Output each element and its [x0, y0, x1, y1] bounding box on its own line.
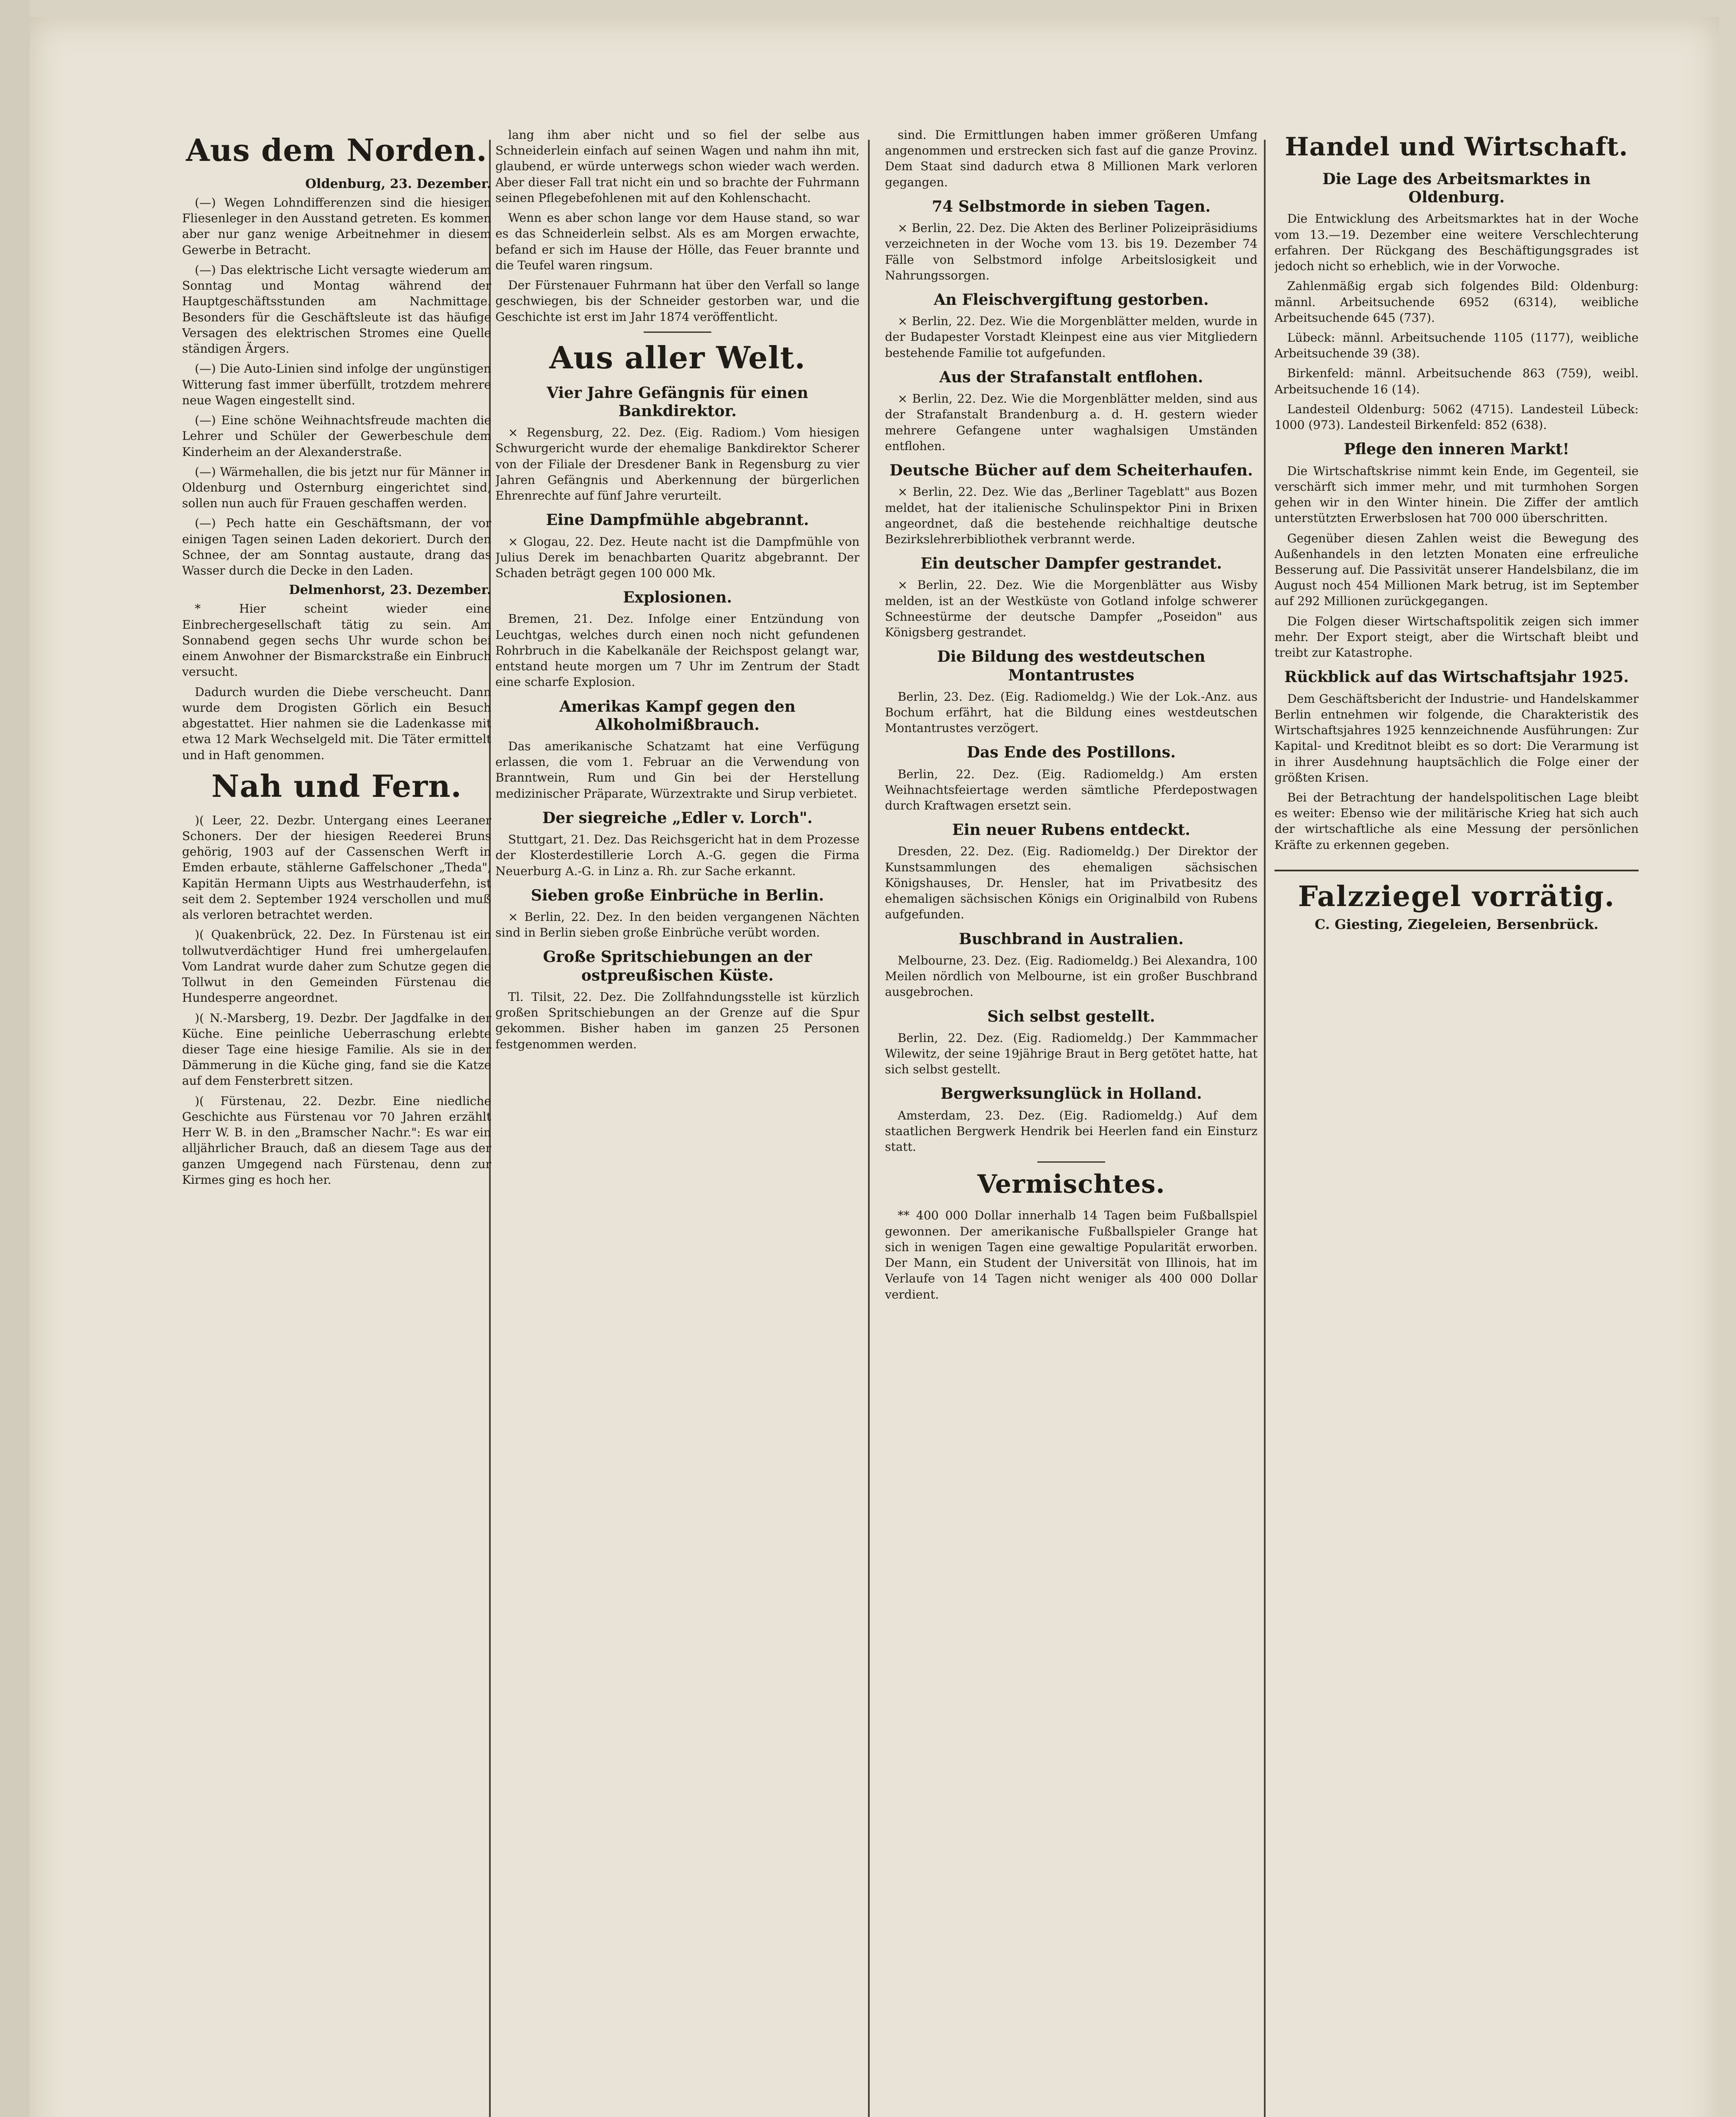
- article-paragraph: × Berlin, 22. Dez. In den beiden vergangenen Nächten sind in Berlin sieben große Einbrüche verübt worden.: [495, 910, 860, 940]
- article-headline: Rückblick auf das Wirtschaftsjahr 1925.: [1284, 668, 1629, 686]
- dateline: Delmenhorst, 23. Dezember.: [289, 583, 491, 598]
- article-headline: Buschbrand in Australien.: [959, 930, 1184, 948]
- article-paragraph: Gegenüber diesen Zahlen weist die Bewegung des Außenhandels in den letzten Monaten eine erfreuliche Besserung auf. Die Passivität unserer Handelsbilanz, die im August noch 454 Millionen Mark betrug, ist im September auf 292 Millionen zurückgegangen.: [1274, 531, 1639, 608]
- ad-advertiser: C. Giesting, Ziegeleien, Bersenbrück.: [1314, 916, 1599, 932]
- article-paragraph: Berlin, 22. Dez. (Eig. Radiomeldg.) Am ersten Weihnachtsfeiertage werden sämtliche Pferdepostwagen durch Kraftwagen ersetzt sein.: [885, 767, 1258, 813]
- column-4: [1274, 127, 1639, 932]
- article-paragraph: × Glogau, 22. Dez. Heute nacht ist die Dampfmühle von Julius Derek im benachbarten Quaritz abgebrannt. Der Schaden beträgt gegen 100 000 Mk.: [495, 534, 860, 580]
- article-headline: Das Ende des Postillons.: [967, 743, 1176, 762]
- separator: [1037, 1161, 1105, 1163]
- section-title-aus-aller-welt: Aus aller Welt.: [549, 339, 806, 376]
- article-paragraph: × Berlin, 22. Dez. Wie die Morgenblätter melden, sind aus der Strafanstalt Brandenburg a. d. H. gestern wieder mehrere Gefangene unter waghalsigen Umständen entflohen.: [885, 392, 1258, 453]
- separator: [644, 332, 711, 333]
- page-edge: [0, 0, 30, 2117]
- article-headline: Aus der Strafanstalt entflohen.: [939, 368, 1203, 386]
- article-paragraph: × Berlin, 22. Dez. Wie die Morgenblätter aus Wisby melden, ist an der Westküste von Gotland infolge schwerer Schneestürme der deutsche Dampfer „Poseidon" aus Königsberg gestrandet.: [885, 578, 1258, 640]
- article-headline: Deutsche Bücher auf dem Scheiterhaufen.: [890, 462, 1253, 480]
- dateline: Oldenburg, 23. Dezember.: [305, 177, 491, 191]
- article-headline: Ein deutscher Dampfer gestrandet.: [921, 555, 1222, 573]
- article-headline: Explosionen.: [623, 589, 732, 607]
- article-paragraph: Tl. Tilsit, 22. Dez. Die Zollfahndungsstelle ist kürzlich großen Spritschiebungen an der Grenze auf die Spur gekommen. Bisher haben im ganzen 25 Personen festgenommen werden.: [495, 989, 860, 1051]
- article-headline: Eine Dampfmühle abgebrannt.: [546, 511, 809, 529]
- article-paragraph: )( Fürstenau, 22. Dezbr. Eine niedliche Geschichte aus Fürstenau vor 70 Jahren erzählt Herr W. B. in den „Bramscher Nachr.": Es war ein alljährlicher Brauch, daß an diesem Tage aus der ganzen Umgegend nach Fürstenau, denn zur Kirmes ging es hoch her.: [182, 1094, 491, 1187]
- article-headline: Pflege den inneren Markt!: [1343, 440, 1570, 459]
- article-paragraph: × Berlin, 22. Dez. Die Akten des Berliner Polizeipräsidiums verzeichneten in der Woche vom 13. bis 19. Dezember 74 Fälle von Selbstmord infolge Arbeitslosigkeit und Nahrungssorgen.: [885, 221, 1258, 282]
- article-paragraph: sind. Die Ermittlungen haben immer größeren Umfang angenommen und erstrecken sich fast auf die ganze Provinz. Dem Staat sind dadurch etwa 8 Millionen Mark verloren gegangen.: [885, 128, 1258, 189]
- article-paragraph: Bei der Betrachtung der handelspolitischen Lage bleibt es weiter: Ebenso wie der militärische Krieg hat sich auch der wirtschaftliche als eine Messung der persönlichen Kräfte zu erkennen gegeben.: [1274, 790, 1639, 852]
- section-title-vermischtes: Vermischtes.: [977, 1169, 1165, 1199]
- article-paragraph: Dadurch wurden die Diebe verscheucht. Dann wurde dem Drogisten Görlich ein Besuch abgestattet. Hier nahmen sie die Ladenkasse mit etwa 12 Mark Wechselgeld mit. Die Täter ermittelt und in Haft genommen.: [182, 685, 491, 762]
- article-headline: Der siegreiche „Edler v. Lorch".: [542, 809, 813, 827]
- article-headline: Die Bildung des westdeutschen Montantrustes: [937, 648, 1205, 684]
- column-1: [182, 127, 491, 1192]
- article-paragraph: lang ihm aber nicht und so fiel der selbe aus Schneiderlein einfach auf seinen Wagen und nahm ihn mit, glaubend, er würde unterwegs schon wieder wach werden. Aber dieser Fall trat nicht ein und so brachte der Fuhrmann seinen Pflegebefohlenen mit auf den Kohlenschacht.: [495, 128, 860, 205]
- article-paragraph: Wenn es aber schon lange vor dem Hause stand, so war es das Schneiderlein selbst. Als es am Morgen erwachte, befand er sich im Hause der Hölle, das Feuer brannte und die Teufel waren ringsum.: [495, 211, 860, 272]
- article-paragraph: ** 400 000 Dollar innerhalb 14 Tagen beim Fußballspiel gewonnen. Der amerikanische Fußballspieler Grange hat sich in wenigen Tagen eine gewaltige Popularität erworben. Der Mann, ein Student der Universität von Illinois, hat im Verlaufe von 14 Tagen nicht weniger als 400 000 Dollar verdient.: [885, 1208, 1258, 1302]
- article-headline: An Fleischvergiftung gestorben.: [934, 291, 1209, 309]
- article-paragraph: (—) Pech hatte ein Geschäftsmann, der vor einigen Tagen seinen Laden dekoriert. Durch den Schnee, der am Sonntag austaute, drang das Wasser durch die Decke in den Laden.: [182, 516, 491, 578]
- article-paragraph: Stuttgart, 21. Dez. Das Reichsgericht hat in dem Prozesse der Klosterdestillerie Lorch A.-G. gegen die Firma Neuerburg A.-G. in Linz a. Rh. zur Sache erkannt.: [495, 832, 860, 878]
- column-rule: [868, 140, 870, 2117]
- article-headline: 74 Selbstmorde in sieben Tagen.: [932, 197, 1211, 216]
- article-paragraph: Die Folgen dieser Wirtschaftspolitik zeigen sich immer mehr. Der Export steigt, aber die Wirtschaft bleibt und treibt zur Katastrophe.: [1274, 614, 1639, 660]
- article-paragraph: (—) Das elektrische Licht versagte wiederum am Sonntag und Montag während der Hauptgeschäftsstunden am Nachmittage. Besonders für die Geschäftsleute ist das häufige Versagen des elektrischen Stromes eine Quelle ständigen Ärgers.: [182, 263, 491, 356]
- article-paragraph: Die Entwicklung des Arbeitsmarktes hat in der Woche vom 13.—19. Dezember eine weitere Verschlechterung erfahren. Der Rückgang des Beschäftigungsgrades ist jedoch nicht so erheblich, wie in der Vorwoche.: [1274, 212, 1639, 274]
- article-paragraph: Berlin, 23. Dez. (Eig. Radiomeldg.) Wie der Lok.-Anz. aus Bochum erfährt, hat die Bildung eines westdeutschen Montantrustes verzögert.: [885, 689, 1258, 735]
- article-paragraph: Melbourne, 23. Dez. (Eig. Radiomeldg.) Bei Alexandra, 100 Meilen nördlich von Melbourne, ist ein großer Buschbrand ausgebrochen.: [885, 953, 1258, 999]
- article-paragraph: Dresden, 22. Dez. (Eig. Radiomeldg.) Der Direktor der Kunstsammlungen des ehemaligen sächsischen Königshauses, Dr. Hensler, hat im Privatbesitz des ehemaligen sächsischen Königs ein Originalbild von Rubens aufgefunden.: [885, 844, 1258, 922]
- article-paragraph: × Berlin, 22. Dez. Wie das „Berliner Tageblatt" aus Bozen meldet, hat der italienische Schulinspektor Pini in Brixen angeordnet, daß die bestehende reichhaltige deutsche Bezirkslehrerbibliothek verbrannt werde.: [885, 485, 1258, 546]
- article-paragraph: Der Fürstenauer Fuhrmann hat über den Verfall so lange geschwiegen, bis der Schneider gestorben war, und die Geschichte ist erst im Jahr 1874 veröffentlicht.: [495, 278, 860, 324]
- article-paragraph: (—) Eine schöne Weihnachtsfreude machten die Lehrer und Schüler der Gewerbeschule dem Kinderheim an der Alexanderstraße.: [182, 413, 491, 459]
- article-headline: Große Spritschiebungen an der ostpreußischen Küste.: [543, 948, 812, 984]
- article-headline: Sieben große Einbrüche in Berlin.: [531, 886, 824, 904]
- article-headline: Die Lage des Arbeitsmarktes in Oldenburg.: [1322, 170, 1591, 207]
- article-headline: Ein neuer Rubens entdeckt.: [952, 821, 1191, 839]
- article-paragraph: Bremen, 21. Dez. Infolge einer Entzündung von Leuchtgas, welches durch einen noch nicht gefundenen Rohrbruch in die Kabelkanäle der Reichspost gelangt war, entstand heute morgen um 7 Uhr im Zentrum der Stadt eine scharfe Explosion.: [495, 612, 860, 689]
- article-headline: Sich selbst gestellt.: [987, 1007, 1155, 1025]
- article-paragraph: Amsterdam, 23. Dez. (Eig. Radiomeldg.) Auf dem staatlichen Bergwerk Hendrik bei Heerlen fand ein Einsturz statt.: [885, 1108, 1258, 1154]
- article-paragraph: )( N.-Marsberg, 19. Dezbr. Der Jagdfalke in der Küche. Eine peinliche Ueberraschung erlebte dieser Tage eine hiesige Familie. Als sie in der Dämmerung in die Küche ging, fand sie die Katze auf dem Fensterbrett sitzen.: [182, 1011, 491, 1088]
- article-paragraph: Birkenfeld: männl. Arbeitsuchende 863 (759), weibl. Arbeitsuchende 16 (14).: [1274, 366, 1639, 396]
- article-paragraph: Landesteil Oldenburg: 5062 (4715). Landesteil Lübeck: 1000 (973). Landesteil Birkenfeld: 852 (638).: [1274, 402, 1639, 432]
- section-title-nah-und-fern: Nah und Fern.: [211, 768, 462, 804]
- article-paragraph: )( Quakenbrück, 22. Dez. In Fürstenau ist ein tollwutverdächtiger Hund frei umhergelaufen. Vom Landrat wurde daher zum Schutze gegen die Tollwut in den Gemeinden Fürstenau die Hundesperre angeordnet.: [182, 928, 491, 1005]
- column-2: [495, 127, 860, 1056]
- column-rule: [1264, 140, 1266, 2117]
- article-paragraph: × Berlin, 22. Dez. Wie die Morgenblätter melden, wurde in der Budapester Vorstadt Kleinpest eine aus vier Mitgliedern bestehende Familie tot aufgefunden.: [885, 314, 1258, 360]
- advertisement: [1274, 870, 1639, 932]
- article-headline: Bergwerksunglück in Holland.: [940, 1085, 1202, 1103]
- article-paragraph: )( Leer, 22. Dezbr. Untergang eines Leeraner Schoners. Der der hiesigen Reederei Bruns gehörig, 1903 auf der Cassenschen Werft in Emden erbaute, stählerne Gaffelschoner „Theda", Kapitän Hermann Uipts aus Westrhauderfehn, ist seit dem 2. September 1924 verschollen und muß als verloren betrachtet werden.: [182, 813, 491, 922]
- article-headline: Amerikas Kampf gegen den Alkoholmißbrauch.: [559, 697, 796, 734]
- article-paragraph: × Regensburg, 22. Dez. (Eig. Radiom.) Vom hiesigen Schwurgericht wurde der ehemalige Bankdirektor Scherer von der Filiale der Dresdener Bank in Regensburg zu vier Jahren Gefängnis und Aberkennung der bürgerlichen Ehrenrechte auf fünf Jahre verurteilt.: [495, 426, 860, 503]
- article-paragraph: Dem Geschäftsbericht der Industrie- und Handelskammer Berlin entnehmen wir folgende, die Charakteristik des Wirtschaftsjahres 1925 kennzeichnende Ausführungen: Zur Kapital- und Kreditnot bleibt es so dort: Die Verarmung ist in ihrer Ausdehnung hauptsächlich die Folge einer der größten Krisen.: [1274, 691, 1639, 785]
- article-paragraph: Berlin, 22. Dez. (Eig. Radiomeldg.) Der Kammmacher Wilewitz, der seine 19jährige Braut in Berg getötet hatte, hat sich selbst gestellt.: [885, 1031, 1258, 1077]
- article-paragraph: (—) Wegen Lohndifferenzen sind die hiesigen Fliesenleger in den Ausstand getreten. Es kommen aber nur ganz wenige Arbeitnehmer in diesem Gewerbe in Betracht.: [182, 196, 491, 257]
- article-paragraph: * Hier scheint wieder eine Einbrechergesellschaft tätig zu sein. Am Sonnabend gegen sechs Uhr wurde schon bei einem Anwohner der Bismarckstraße ein Einbruch versucht.: [182, 602, 491, 679]
- article-paragraph: Die Wirtschaftskrise nimmt kein Ende, im Gegenteil, sie verschärft sich immer mehr, und mit turmhohen Sorgen gehen wir in den Winter hinein. Die Ziffer der amtlich unterstützten Erwerbslosen hat 700 000 überschritten.: [1274, 464, 1639, 525]
- article-paragraph: (—) Die Auto-Linien sind infolge der ungünstigen Witterung fast immer überfüllt, trotzdem mehrere neue Wagen eingestellt sind.: [182, 362, 491, 407]
- section-title-aus-dem-norden: Aus dem Norden.: [186, 132, 487, 168]
- section-title-handel-und-wirtschaft: Handel und Wirtschaft.: [1285, 132, 1628, 162]
- ad-title: Falzziegel vorrätig.: [1298, 879, 1615, 913]
- article-paragraph: Das amerikanische Schatzamt hat eine Verfügung erlassen, die vom 1. Februar an die Verwendung von Branntwein, Rum und Gin bei der Herstellung medizinischer Präparate, Würzextrakte und Sirup verbietet.: [495, 739, 860, 801]
- article-headline: Vier Jahre Gefängnis für einen Bankdirektor.: [547, 384, 808, 420]
- article-paragraph: (—) Wärmehallen, die bis jetzt nur für Männer in Oldenburg und Osternburg eingerichtet sind, sollen nun auch für Frauen geschaffen werden.: [182, 464, 491, 511]
- article-paragraph: Zahlenmäßig ergab sich folgendes Bild: Oldenburg: männl. Arbeitsuchende 6952 (6314), weibliche Arbeitsuchende 645 (737).: [1274, 279, 1639, 325]
- article-paragraph: Lübeck: männl. Arbeitsuchende 1105 (1177), weibliche Arbeitsuchende 39 (38).: [1274, 331, 1639, 361]
- column-3: [885, 127, 1258, 1307]
